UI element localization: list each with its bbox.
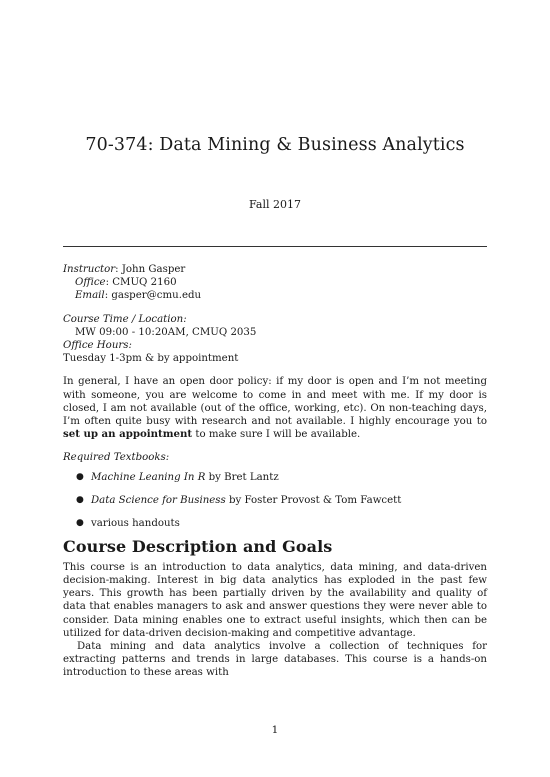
document-term: Fall 2017 [249,198,301,211]
course-time-label: Course Time / Location: [63,313,187,325]
email-label: Email [75,290,105,302]
bullet-icon: ● [76,471,84,482]
instructor-line: Instructor: John Gasper [63,264,186,275]
email-line: Email: gasper@cmu.edu [75,290,202,302]
office-value: CMUQ 2160 [112,277,177,289]
bullet-icon: ● [76,517,84,528]
office-label: Office [75,277,106,289]
policy-text-before: In general, I have an open door policy: if my door is open and I’m not meeting with someone, you are welcome to come in and meet with me. If my door is closed, I am not available (out of the office, working, etc). On non-teaching days, I’m often quite busy with research and not available. I highly encourage you to [63,376,487,428]
office-hours-value: Tuesday 1-3pm & by appointment [63,353,239,365]
email-value[interactable]: gasper@cmu.edu [111,290,202,302]
textbook-title: Data Science for Business [91,494,226,506]
instructor-name: John Gasper [121,264,186,275]
textbooks-label: Required Textbooks: [63,452,170,464]
office-line: Office: CMUQ 2160 [75,277,177,289]
section-paragraph-1: This course is an introduction to data analytics, data mining, and data-driven decision-making. Interest in big data analytics has exploded in the past few years. This growth has been partially driven by the availability and quality of data that enables managers to ask and answer questions they were never able to consider. Data mining enables one to extract useful insights, which then can be utilized for data-driven decision-making and competitive advantage. [63,561,487,639]
textbooks-list [63,471,487,530]
horizontal-rule [63,246,487,247]
list-item [63,494,487,507]
list-item [63,517,487,530]
bullet-icon: ● [76,494,84,505]
page-number: 1 [271,724,279,736]
office-hours-label: Office Hours: [63,340,132,352]
instructor-label: Instructor [63,264,116,275]
textbook-title: Machine Leaning In R [91,471,206,483]
policy-paragraph [63,375,487,441]
textbook-author: by Bret Lantz [205,471,279,483]
list-item [63,471,487,484]
textbook-other: various handouts [91,517,180,529]
textbook-author: by Foster Provost & Tom Fawcett [225,494,402,506]
section-heading: Course Description and Goals [63,536,333,556]
document-body [63,263,487,680]
document-title: 70-374: Data Mining & Business Analytics [85,135,465,155]
policy-text-after: to make sure I will be available. [192,429,361,441]
course-time-value: MW 09:00 - 10:20AM, CMUQ 2035 [75,326,257,338]
section-paragraph-2: Data mining and data analytics involve a collection of techniques for extracting patterns and trends in large databases. This course is a hands-on introduction to these areas with [63,641,487,679]
policy-emphasis: set up an appointment [63,428,193,441]
